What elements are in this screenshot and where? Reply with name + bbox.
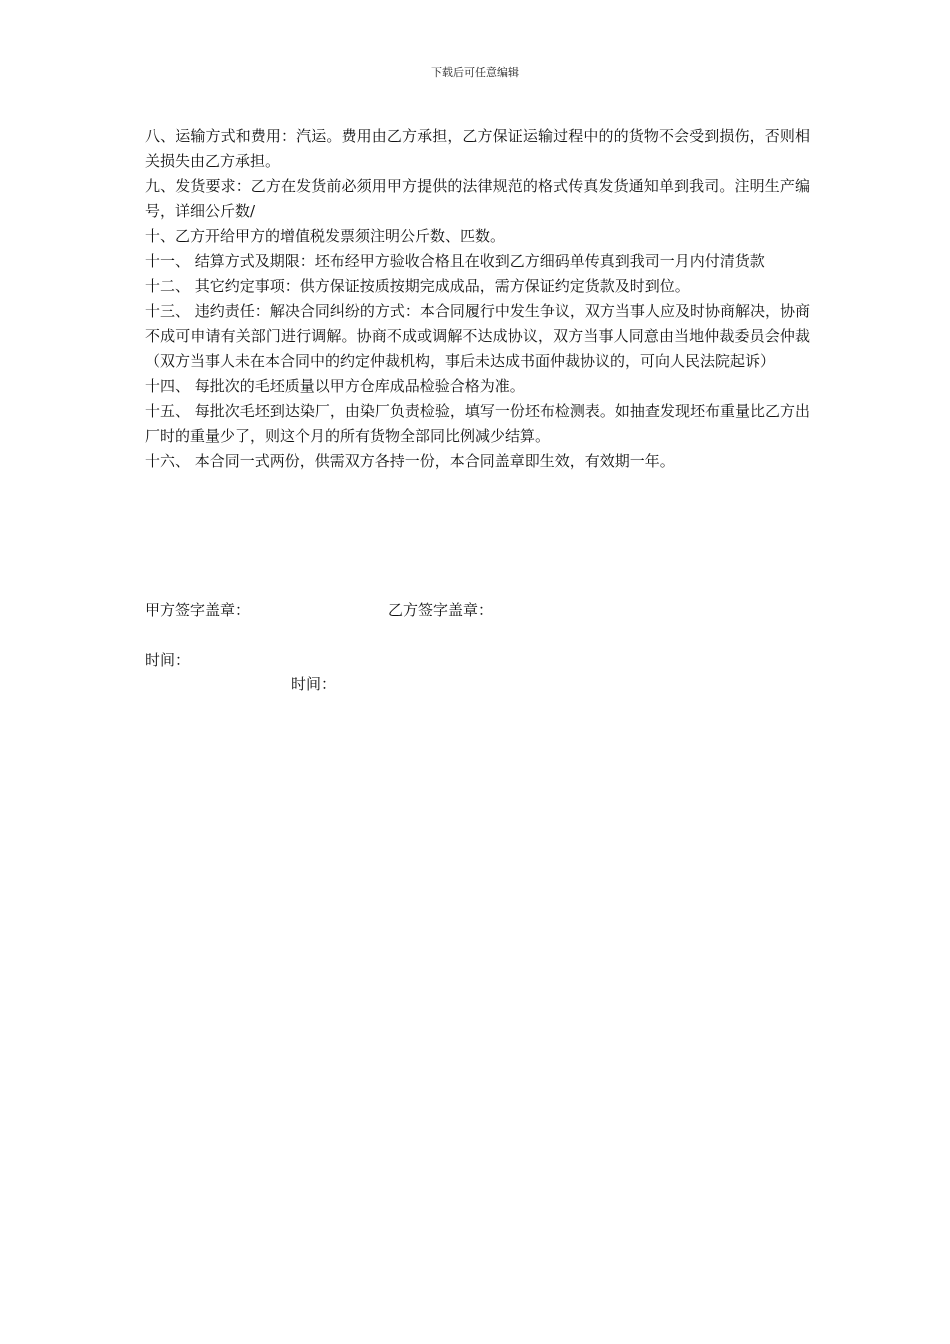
clause-8-transport: 八、运输方式和费用：汽运。费用由乙方承担，乙方保证运输过程中的的货物不会受到损伤，否则相关损失由乙方承担。 — [145, 127, 810, 170]
party-b-time-label: 时间： — [291, 675, 337, 693]
party-b-signature-label: 乙方签字盖章： — [388, 601, 494, 619]
clause-9-shipping: 九、发货要求：乙方在发货前必须用甲方提供的法律规范的格式传真发货通知单到我司。注明生产编号，详细公斤数/ — [145, 177, 810, 220]
clause-15-inspection: 十五、 每批次毛坯到达染厂，由染厂负责检验，填写一份坯布检测表。如抽查发现坯布重量比乙方出厂时的重量少了，则这个月的所有货物全部同比例减少结算。 — [145, 402, 810, 445]
clause-11-settlement: 十一、 结算方式及期限：坯布经甲方验收合格且在收到乙方细码单传真到我司一月内付清货款 — [145, 252, 765, 270]
party-a-signature-label: 甲方签字盖章： — [145, 601, 251, 619]
clause-16-copies: 十六、 本合同一式两份，供需双方各持一份，本合同盖章即生效，有效期一年。 — [145, 452, 675, 470]
contract-clauses — [145, 124, 810, 474]
page-header-caption: 下载后可任意编辑 — [431, 66, 519, 79]
clause-10-invoice: 十、乙方开给甲方的增值税发票须注明公斤数、匹数。 — [145, 227, 506, 245]
clause-12-other: 十二、 其它约定事项：供方保证按质按期完成成品，需方保证约定货款及时到位。 — [145, 277, 690, 295]
party-a-time-label: 时间： — [145, 651, 191, 669]
clause-13-liability: 十三、 违约责任：解决合同纠纷的方式：本合同履行中发生争议，双方当事人应及时协商解决，协商不成可申请有关部门进行调解。协商不成或调解不达成协议，双方当事人同意由当地仲裁委员会仲裁（双方当事人未在本合同中的约定仲裁机构，事后未达成书面仲裁协议的，可向人民法院起诉） — [145, 302, 810, 370]
clause-14-quality: 十四、 每批次的毛坯质量以甲方仓库成品检验合格为准。 — [145, 377, 525, 395]
